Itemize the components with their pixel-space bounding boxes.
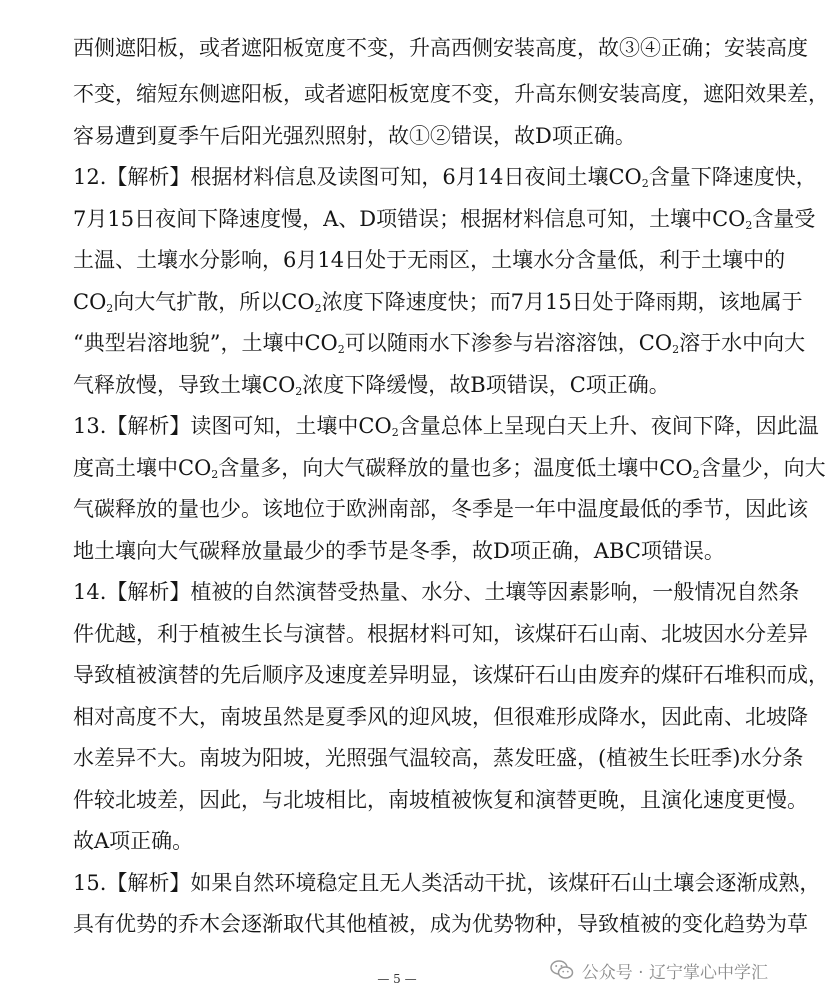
text-line: 具有优势的乔木会逐渐取代其他植被，成为优势物种，导致植被的变化趋势为草 xyxy=(73,912,808,936)
text-line: 件优越，利于植被生长与演替。根据材料可知，该煤矸石山南、北坡因水分差异 xyxy=(73,622,808,646)
wechat-icon xyxy=(550,959,574,981)
watermark-text: 公众号 · 辽宁掌心中学汇 xyxy=(581,962,768,983)
text-line: 度高土壤中$CO_2$含量多，向大气碳释放的量也多；温度低土壤中$CO_2$含量少，向大 xyxy=(73,456,826,481)
text-line: “典型岩溶地貌”，土壤中$CO_2$可以随雨水下渗参与岩溶溶蚀，$CO_2$溶于水中向大 xyxy=(73,331,806,356)
text-line: 不变，缩短东侧遮阳板，或者遮阳板宽度不变，升高东侧安装高度，遮阳效果差， xyxy=(73,82,829,106)
text-line: 13.【解析】读图可知，土壤中$CO_2$含量总体上呈现白天上升、夜间下降，因此温 xyxy=(73,414,819,439)
page-number: — 5 — xyxy=(377,972,417,986)
text-line: 气碳释放的量也少。该地位于欧洲南部，冬季是一年中温度最低的季节，因此该 xyxy=(73,497,808,521)
text-line: 件较北坡差，因此，与北坡相比，南坡植被恢复和演替更晚，且演化速度更慢。 xyxy=(73,788,808,812)
text-line: 土温、土壤水分影响，6月14日处于无雨区，土壤水分含量低，利于土壤中的 xyxy=(73,248,786,272)
text-line: 西侧遮阳板，或者遮阳板宽度不变，升高西侧安装高度，故③④正确；安装高度 xyxy=(73,36,808,60)
text-line: 12.【解析】根据材料信息及读图可知，6月14日夜间土壤$CO_2$含量下降速度快， xyxy=(73,165,817,190)
text-line: 7月15日夜间下降速度慢，A、D项错误；根据材料信息可知，土壤中$CO_2$含量受 xyxy=(73,207,816,232)
text-line: 水差异不大。南坡为阳坡，光照强气温较高，蒸发旺盛，(植被生长旺季)水分条 xyxy=(73,746,804,770)
text-line: 15.【解析】如果自然环境稳定且无人类活动干扰，该煤矸石山土壤会逐渐成熟， xyxy=(73,871,821,895)
text-line: 14.【解析】植被的自然演替受热量、水分、土壤等因素影响，一般情况自然条 xyxy=(73,580,800,604)
text-line: 容易遭到夏季午后阳光强烈照射，故①②错误，故D项正确。 xyxy=(73,124,636,148)
text-line: 气释放慢，导致土壤$CO_2$浓度下降缓慢，故B项错误，C项正确。 xyxy=(73,373,670,398)
text-line: 地土壤向大气碳释放量最少的季节是冬季，故D项正确，ABC项错误。 xyxy=(73,539,725,563)
text-line: 故A项正确。 xyxy=(73,829,194,853)
watermark xyxy=(550,956,768,984)
text-line: 导致植被演替的先后顺序及速度差异明显，该煤矸石山由废弃的煤矸石堆积而成， xyxy=(73,663,829,687)
text-line: 相对高度不大，南坡虽然是夏季风的迎风坡，但很难形成降水，因此南、北坡降 xyxy=(73,705,808,729)
text-line: $CO_2$向大气扩散，所以$CO_2$浓度下降速度快；而7月15日处于降雨期，该地属于 xyxy=(73,290,803,315)
